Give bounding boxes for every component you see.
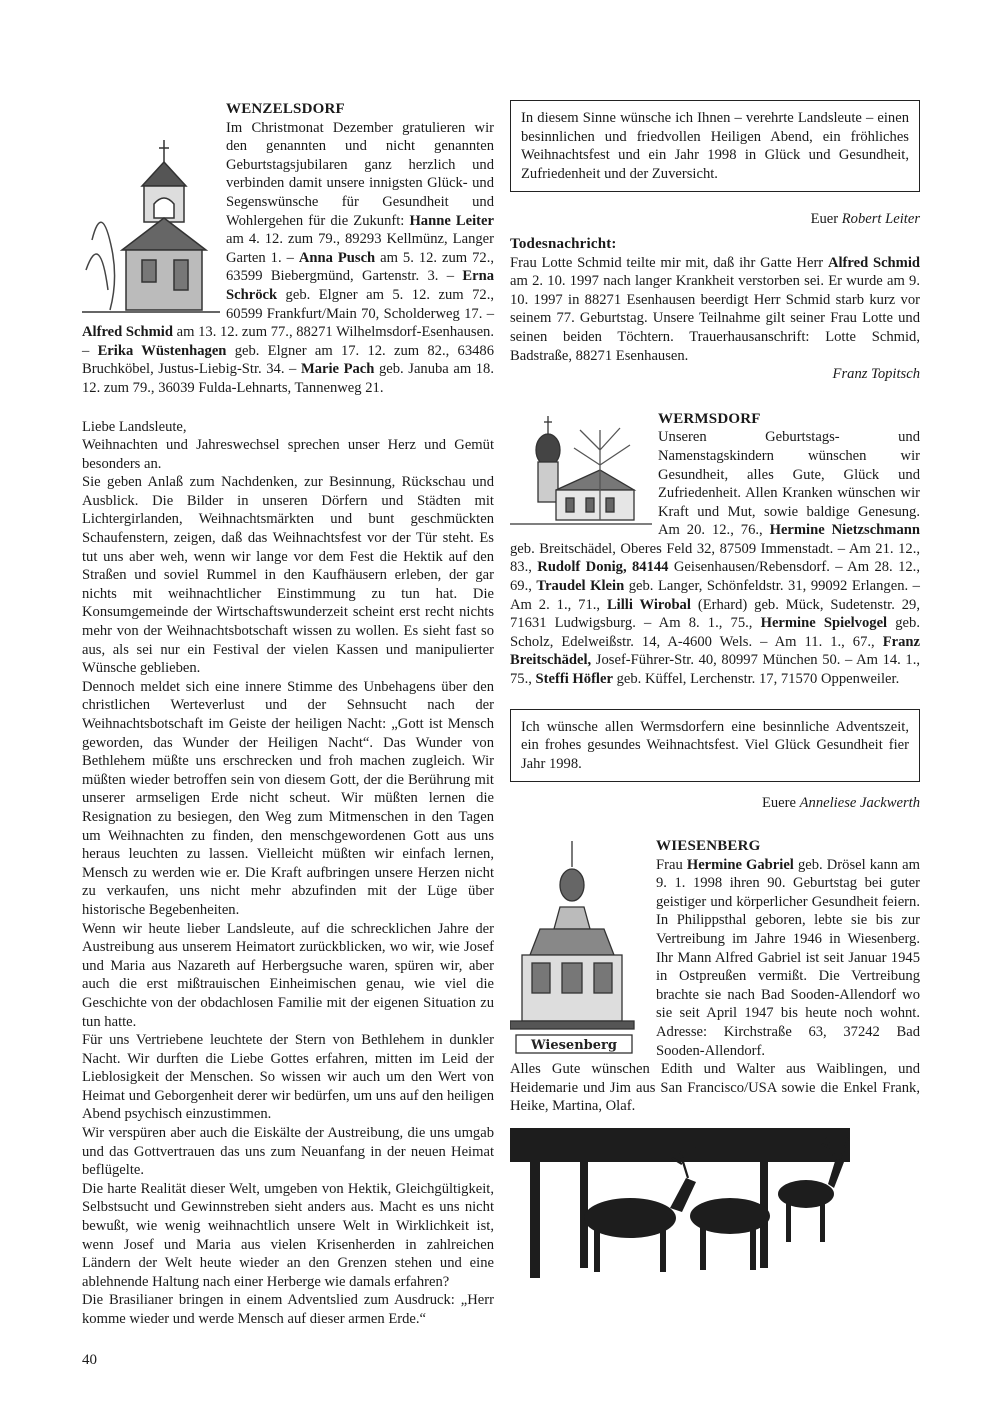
page-number: 40 [82, 1352, 97, 1368]
birthday-name: Franz Breitschädel, [510, 633, 920, 669]
letter-paragraph: Für uns Vertriebene leuchtete der Stern von Bethlehem in dunkler Nacht. Wir durften die Liebe Gottes erfahren, mitten im Leid der Lieblosigkeit der Menschen. So wissen wir auch um den Wert von Heimat und Geborgenheit derer wir bedürfen, um uns auf den heiligen Abend psychisch einzustimmen. [82, 1032, 494, 1123]
wermsdorf-heading: WERMSDORF [658, 410, 761, 427]
todesnachricht-sig-name: Franz Topitsch [832, 366, 920, 383]
wiesenberg-image-caption: Wiesenberg [531, 1038, 617, 1053]
birthday-detail: Josef-Führer-Str. 40, 80997 München 50. – Am 14. 1., 75., [510, 652, 920, 688]
birthday-name: Hermine Nietzschmann [769, 522, 920, 539]
greeting-text: In diesem Sinne wünsche ich Ihnen – verehrte Landsleute – einen besinnlichen und friedvollen Heiligen Abend, ein fröhliches Weihnachtsfest und ein Jahr 1998 in Glück und Gesundheit, Zufriedenheit und der Zuversicht. [521, 110, 909, 182]
birthday-name: Erika Wüstenhagen [97, 342, 227, 359]
birthday-detail: geb. Breitschädel, Oberes Feld 32, 87509 Immenstadt. – Am 21. 12., 83., [510, 540, 920, 576]
birthday-name: Hermine Spielvogel [760, 615, 888, 632]
letter-paragraph: Wenn wir heute lieber Landsleute, auf die schrecklichen Jahre der Austreibung aus unserem Heimatort zurückblicken, wo wir, wie Josef und Maria aus Nazareth auf Herbergsuche waren, spüren wir, aber auch die erst mißtrauischen Einheimischen genau, wie viel die Geschichte von der obdachlosen Familie mit der eigenen Situation zu tun hatte. [82, 920, 494, 1030]
birthday-name: Lilli Wirobal [606, 596, 691, 613]
wiesenberg-fountain-drawing [510, 837, 650, 1057]
letter-paragraph: Die Brasilianer bringen in einem Adventslied zum Ausdruck: „Herr komme wieder und werde Mensch auf dieser armen Erde.“ [82, 1292, 494, 1327]
wiesenberg-text: geb. Drösel kann am 9. 1. 1998 ihren 90. Geburtstag bei guter geistiger und körperlicher Gesundheit feiern. In Philippsthal geboren, lebte sie bis zur Vertreibung im Jahre 1946 in Wiesenberg. Ihr Mann Alfred Gabriel ist seit Januar 1945 in Ostpreußen vermißt. Die Vertreibung brachte sie nach Bad Sooden-Allendorf wo sie seit April 1947 bis heute noch wohnt. Adresse: Kirchstraße 63, 37242 Bad Sooden-Allendorf. [656, 856, 921, 1059]
birthday-name: Rudolf Donig, 84144 [537, 559, 669, 576]
birthday-name: Marie Pach [300, 361, 375, 378]
birthday-detail: geb. Langer, Schönfeldstr. 31, 99092 Erlangen. – Am 2. 1., 71., [510, 578, 920, 613]
letter-paragraph: Wir verspüren aber auch die Eiskälte der Austreibung, die uns umgab und das Gottvertrauen das uns zum Neuanfang in der neuen Heimat beflügelte. [82, 1125, 494, 1179]
birthday-name: Hermine Gabriel [686, 856, 794, 873]
wermsdorf-sig-prefix: Euere [761, 795, 800, 812]
todesnachricht-heading: Todesnachricht: [510, 235, 617, 252]
todesnachricht-text: Frau Lotte Schmid teilte mir mit, daß ihr Gatte Herr [510, 254, 828, 271]
wiesenberg-wishes: Alles Gute wünschen Edith und Walter aus Waiblingen, und Heidemarie und Jim aus San Francisco/USA sowie die Enkel Frank, Heike, Martina, Olaf. [510, 1061, 920, 1115]
letter-paragraph: Die harte Realität dieser Welt, umgeben von Hektik, Gleichgültigkeit, Selbstsucht und Gewinnstreben sieht anders aus. Macht es uns nicht bewußt, wie wenig weihnachtlich unsere Welt in Wirklichkeit ist, wenn Josef und Maria aus vielen Krisenherden in zahlreichen Ländern der Welt heute wieder an den Grenzen stehen und eine ablehnende Haltung nach einer Herberge wie damals erfahren? [82, 1180, 494, 1290]
birthday-detail: geb. Küffel, Lerchenstr. 17, 71570 Oppenweiler. [612, 671, 900, 688]
todesnachricht-body [510, 254, 920, 366]
greeting-sig-name: Robert Leiter [841, 211, 920, 228]
greeting-signature [510, 210, 920, 229]
wermsdorf-church-drawing [510, 410, 652, 538]
wermsdorf-sig-name: Anneliese Jackwerth [799, 795, 920, 812]
birthday-detail: (Erhard) geb. Mück, Sudetenstr. 29, 71631 Ludwigsburg. – Am 8. 1., 75., [510, 596, 920, 632]
birthday-name: Erna Schröck [226, 268, 494, 303]
letter-paragraph: Dennoch meldet sich eine innere Stimme des Unbehagens über den christlichen Werteverlust und der Sehnsucht nach der Weihnachtsbotschaft im Geiste der heiligen Nacht: „Gott ist Mensch geworden, das Wunder der Heiligen Nacht“. Das Wunder von Bethlehem müßte uns erschrecken und froh machen zugleich. Wir müßten wieder betroffen sein von diesem Gott, der die Berührung mit unserer armseligen Erde nicht scheut. Wir müßten lernen die Resignation zu besiegen, den Weg zum Mitmenschen in den Tagen um Weihnachten zu finden, den menschgewordenen Gott aus uns heraus leuchten zu lassen. Vielleicht müßten wir einfach lernen, Mensch zu werden wie er. Die Kraft aufbringen unsere Herzen nicht zu verkaufen, uns nicht mehr abzufinden mit der Lüge über historische Begebenheiten. [82, 678, 494, 918]
birthday-detail: am 4. 12. zum 79., 89293 Kellmünz, Langer Garten 1. – [226, 231, 494, 266]
wermsdorf-intro: Unseren Geburtstags- und Namenstagskindern wünschen wir Gesundheit, alles Gute, Glück und Zufriedenheit. Allen Kranken wünschen wir Kraft und Mut, sowie baldige Genesung. [658, 429, 920, 520]
birthday-detail: geb. Januba am 18. 12. zum 79., 36039 Fulda-Lehnarts, Tannenweg 21. [82, 361, 494, 396]
greeting-sig-prefix: Euer [810, 211, 842, 228]
letter-salutation: Liebe Landsleute, [82, 418, 187, 435]
wermsdorf-box [510, 709, 920, 783]
wiesenberg-heading: WIESENBERG [656, 838, 761, 854]
birthday-name: Alfred Schmid [82, 324, 173, 341]
left-column [82, 100, 494, 1329]
wermsdorf-box-text: Ich wünsche allen Wermsdorfern eine besinnliche Adventszeit, ein frohes gesundes Weihnachtsfest. Viel Glück Gesundheit fier Jahr 1998. [521, 718, 909, 772]
greeting-box [510, 100, 920, 192]
birthday-detail: geb. Elgner am 5. 12. zum 72., 60599 Frankfurt/Main 70, Scholderweg 17. – [226, 286, 494, 322]
wermsdorf-signature [510, 794, 920, 813]
wenzelsdorf-heading: WENZELSDORF [226, 101, 345, 117]
letter-paragraph: Sie geben Anlaß zum Nachdenken, zur Besinnung, Rückschau und Ausblick. Die Bilder in unseren Dörfern und Städten mit Lichtergirlanden, Weihnachtsmärkten und bunt geschmückten Schaufenstern, zeigen, daß das Weihnachtsfest vor der Tür steht. Es tut uns aber weh, wenn wir lange vor dem Fest die Hektik auf den Straßen und soviel Rummel in den Kaufhäusern erleben, der gar nichts mit weihnachtlicher Einstimmung zu tun hat. Die Konsumgemeinde der Wirtschaftswunderzeit scheint erst recht nichts mehr von der Weihnachtsbotschaft wissen zu wollen. Es sieht fast so aus, als sei nur ein Festival der vielen Kassen und manipulierter Wünsche geblieben. [82, 474, 494, 677]
birthday-detail: am 5. 12. zum 72., 63599 Biebergmünd, Gartenstr. 3. – [226, 249, 494, 285]
birthday-detail: Am 20. 12., 76., [658, 522, 770, 539]
birthday-detail: geb. Elgner am 17. 12. zum 82., 63486 Bruchköbel, Justus-Liebig-Str. 34. – [82, 342, 495, 378]
church-tower-drawing [82, 100, 220, 318]
deceased-name: Alfred Schmid [827, 254, 920, 271]
letter-paragraph: Weihnachten und Jahreswechsel sprechen unser Herz und Gemüt besonders an. [82, 437, 494, 472]
deer-woodcut-illustration [510, 1128, 850, 1288]
birthday-name: Traudel Klein [536, 578, 625, 595]
birthday-detail: Geisenhausen/Rebensdorf. – Am 28. 12., 69., [510, 559, 920, 595]
todesnachricht-text: am 2. 10. 1997 nach langer Krankheit verstorben sei. Er wurde am 9. 10. 1997 in 88271 Esenhausen beerdigt Herr Schmid starb kurz vor seinem 77. Geburtstag. Unsere Teilnahme gilt seiner Frau Lotte und seinen beiden Töchtern. Trauerhausanschrift: Lotte Schmid, Badstraße, 88271 Esenhausen. [510, 273, 920, 364]
wiesenberg-text: Frau [656, 856, 687, 873]
wenzelsdorf-intro: Im Christmonat Dezember gratulieren wir den genannten und nicht genannten Geburtstagsjubilaren ganz herzlich und verbinden damit unsere innigsten Glück- und Segenswünsche für Gesundheit und Wohlergehen für die Zukunft: [226, 119, 494, 229]
birthday-detail: am 13. 12. zum 77., 88271 Wilhelmsdorf-Esenhausen. – [82, 324, 494, 359]
birthday-name: Steffi Höfler [535, 671, 613, 688]
birthday-name: Hanne Leiter [409, 212, 494, 229]
birthday-name: Anna Pusch [298, 249, 376, 266]
right-column [510, 100, 920, 1288]
birthday-detail: geb. Scholz, Edelweißstr. 14, A-4600 Wels. – Am 11. 1., 67., [510, 615, 920, 650]
todesnachricht-signature [510, 365, 920, 384]
